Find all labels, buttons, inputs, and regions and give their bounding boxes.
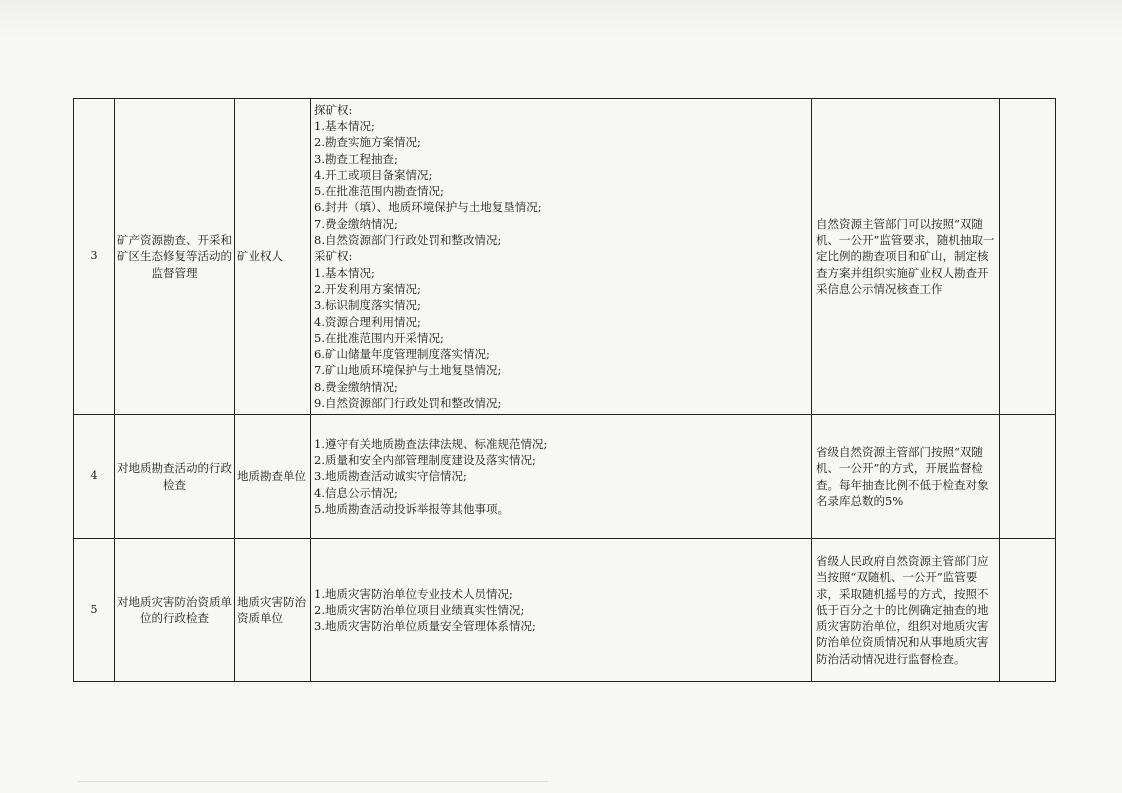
- inspection-object: 矿业权人: [235, 99, 311, 415]
- content-line: 2.地质灾害防治单位项目业绩真实性情况;: [314, 602, 525, 617]
- content-line: 8.费金缴纳情况;: [314, 379, 398, 394]
- content-line: 5.在批准范围内开采情况;: [314, 330, 444, 345]
- inspection-content: [311, 99, 812, 415]
- inspection-item: 对地质勘查活动的行政检查: [115, 415, 235, 539]
- row-number: 4: [74, 415, 115, 539]
- content-line: 3.地质灾害防治单位质量安全管理体系情况;: [314, 619, 536, 634]
- content-line: 采矿权:: [314, 249, 353, 264]
- inspection-content: [311, 539, 812, 682]
- content-line: 1.遵守有关地质勘查法律法规、标准规范情况;: [314, 436, 548, 451]
- note-cell: [1000, 539, 1056, 682]
- inspection-table: [73, 98, 1056, 682]
- content-line: 2.质量和安全内部管理制度建设及落实情况;: [314, 453, 536, 468]
- inspection-object: 地质灾害防治资质单位: [235, 539, 311, 682]
- content-line: 9.自然资源部门行政处罚和整改情况;: [314, 396, 502, 411]
- table-row-3: [74, 99, 1056, 415]
- content-line: 7.费金缴纳情况;: [314, 216, 398, 231]
- inspection-content: [311, 415, 812, 539]
- content-line: 4.资源合理利用情况;: [314, 314, 421, 329]
- content-line: 3.地质勘查活动诚实守信情况;: [314, 469, 467, 484]
- content-line: 探矿权:: [314, 102, 353, 117]
- inspection-object: 地质勘查单位: [235, 415, 311, 539]
- content-line: 1.基本情况;: [314, 265, 375, 280]
- content-line: 5.地质勘查活动投诉举报等其他事项。: [314, 501, 509, 516]
- inspection-method: 省级人民政府自然资源主管部门应当按照“双随机、一公开”监管要求，采取随机摇号的方式，按照不低于百分之十的比例确定抽查的地质灾害防治单位，组织对地质灾害防治单位资质情况和从事地质灾害防治活动情况进行监督检查。: [812, 539, 1000, 682]
- content-line: 3.标识制度落实情况;: [314, 298, 421, 313]
- inspection-method: 自然资源主管部门可以按照“双随机、一公开”监管要求，随机抽取一定比例的勘查项目和矿山，制定核查方案并组织实施矿业权人勘查开采信息公示情况核查工作: [812, 99, 1000, 415]
- content-line: 2.勘查实施方案情况;: [314, 135, 421, 150]
- scan-shadow: [0, 0, 1122, 40]
- content-line: 5.在批准范围内勘查情况;: [314, 184, 444, 199]
- table-row-5: [74, 539, 1056, 682]
- inspection-table-container: [73, 98, 1055, 682]
- table-row-4: [74, 415, 1056, 539]
- inspection-method: 省级自然资源主管部门按照“双随机、一公开”的方式，开展监督检查。每年抽查比例不低于检查对象名录库总数的5%: [812, 415, 1000, 539]
- scan-edge-line: [78, 781, 548, 782]
- content-line: 1.地质灾害防治单位专业技术人员情况;: [314, 586, 513, 601]
- content-line: 4.开工或项目备案情况;: [314, 167, 433, 182]
- content-line: 3.勘查工程抽查;: [314, 151, 398, 166]
- note-cell: [1000, 99, 1056, 415]
- inspection-item: 对地质灾害防治资质单位的行政检查: [115, 539, 235, 682]
- content-line: 4.信息公示情况;: [314, 485, 398, 500]
- content-line: 1.基本情况;: [314, 118, 375, 133]
- inspection-item: 矿产资源勘查、开采和矿区生态修复等活动的监督管理: [115, 99, 235, 415]
- row-number: 5: [74, 539, 115, 682]
- note-cell: [1000, 415, 1056, 539]
- row-number: 3: [74, 99, 115, 415]
- content-line: 6.矿山储量年度管理制度落实情况;: [314, 347, 490, 362]
- content-line: 7.矿山地质环境保护与土地复垦情况;: [314, 363, 502, 378]
- content-line: 8.自然资源部门行政处罚和整改情况;: [314, 233, 502, 248]
- content-line: 6.封井（填）、地质环境保护与土地复垦情况;: [314, 200, 542, 215]
- content-line: 2.开发利用方案情况;: [314, 281, 421, 296]
